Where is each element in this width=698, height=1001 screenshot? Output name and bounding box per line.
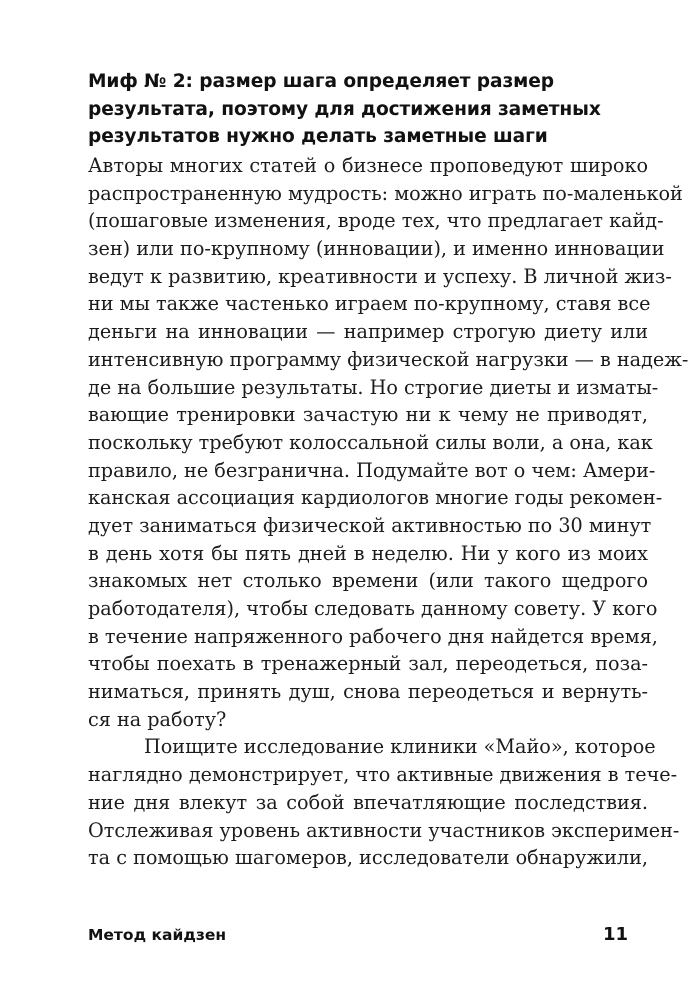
heading-line: Миф № 2: размер шага определяет размер [88,71,554,92]
text-line: в течение напряженного рабочего дня найдется время, [88,624,658,648]
text-line: работодателя), чтобы следовать данному совету. У кого [88,597,658,620]
text-line: де на большие результаты. Но строгие диеты и изматы- [88,375,659,399]
running-footer-title: Метод кайдзен [88,926,227,944]
text-line: Авторы многих статей о бизнесе проповедуют широко [88,154,648,177]
text-line: канская ассоциация кардиологов многие годы рекомен- [88,486,663,510]
text-line: правило, не безгранична. Подумайте вот о чем: Амери- [88,458,656,482]
text-line: наглядно демонстрирует, что активные движения в тече- [88,763,678,787]
text-line: знакомых нет столько времени (или такого щедрого [88,569,648,593]
text-line: поскольку требуют колоссальной силы воли, а она, как [88,430,653,454]
body-text [88,152,689,872]
text-line: ниматься, принять душ, снова переодеться и вернуть- [88,680,648,704]
text-line: та с помощью шагомеров, исследователи обнаружили, [88,846,648,870]
text-line: деньги на инновации — например строгую диету или [88,320,648,344]
heading-line: результата, поэтому для достижения заметных [88,98,601,120]
text-line: дует заниматься физической активностью по 30 минут [88,513,652,537]
text-line: чтобы поехать в тренажерный зал, переодеться, поза- [88,652,648,676]
paragraph-1 [88,152,689,733]
text-line: Поищите исследование клиники «Майо», которое [144,735,656,759]
text-line: в день хотя бы пять дней в неделю. Ни у кого из моих [88,541,648,565]
text-line: вающие тренировки зачастую ни к чему не приводят, [88,403,648,427]
page-footer [88,923,628,949]
text-line: распространенную мудрость: можно играть по-маленькой [88,181,683,205]
text-line: (пошаговые изменения, вроде тех, что предлагает кайд- [88,209,664,233]
text-line: ние дня влекут за собой впечатляющие последствия. [88,790,648,814]
paragraph-2 [88,733,680,871]
text-line: ся на работу? [88,707,227,731]
section-heading [88,68,648,151]
text-line: зен) или по-крупному (инновации), и именно инновации [88,237,665,261]
text-line: Отслеживая уровень активности участников эксперимен- [88,818,680,842]
page-number: 11 [602,924,628,945]
text-line: ведут к развитию, креативности и успеху. В личной жиз- [88,264,672,288]
text-line: интенсивную программу физической нагрузки — в надеж- [88,347,689,371]
heading-line: результатов нужно делать заметные шаги [88,126,548,147]
text-line: ни мы также частенько играем по-крупному, ставя все [88,292,651,316]
